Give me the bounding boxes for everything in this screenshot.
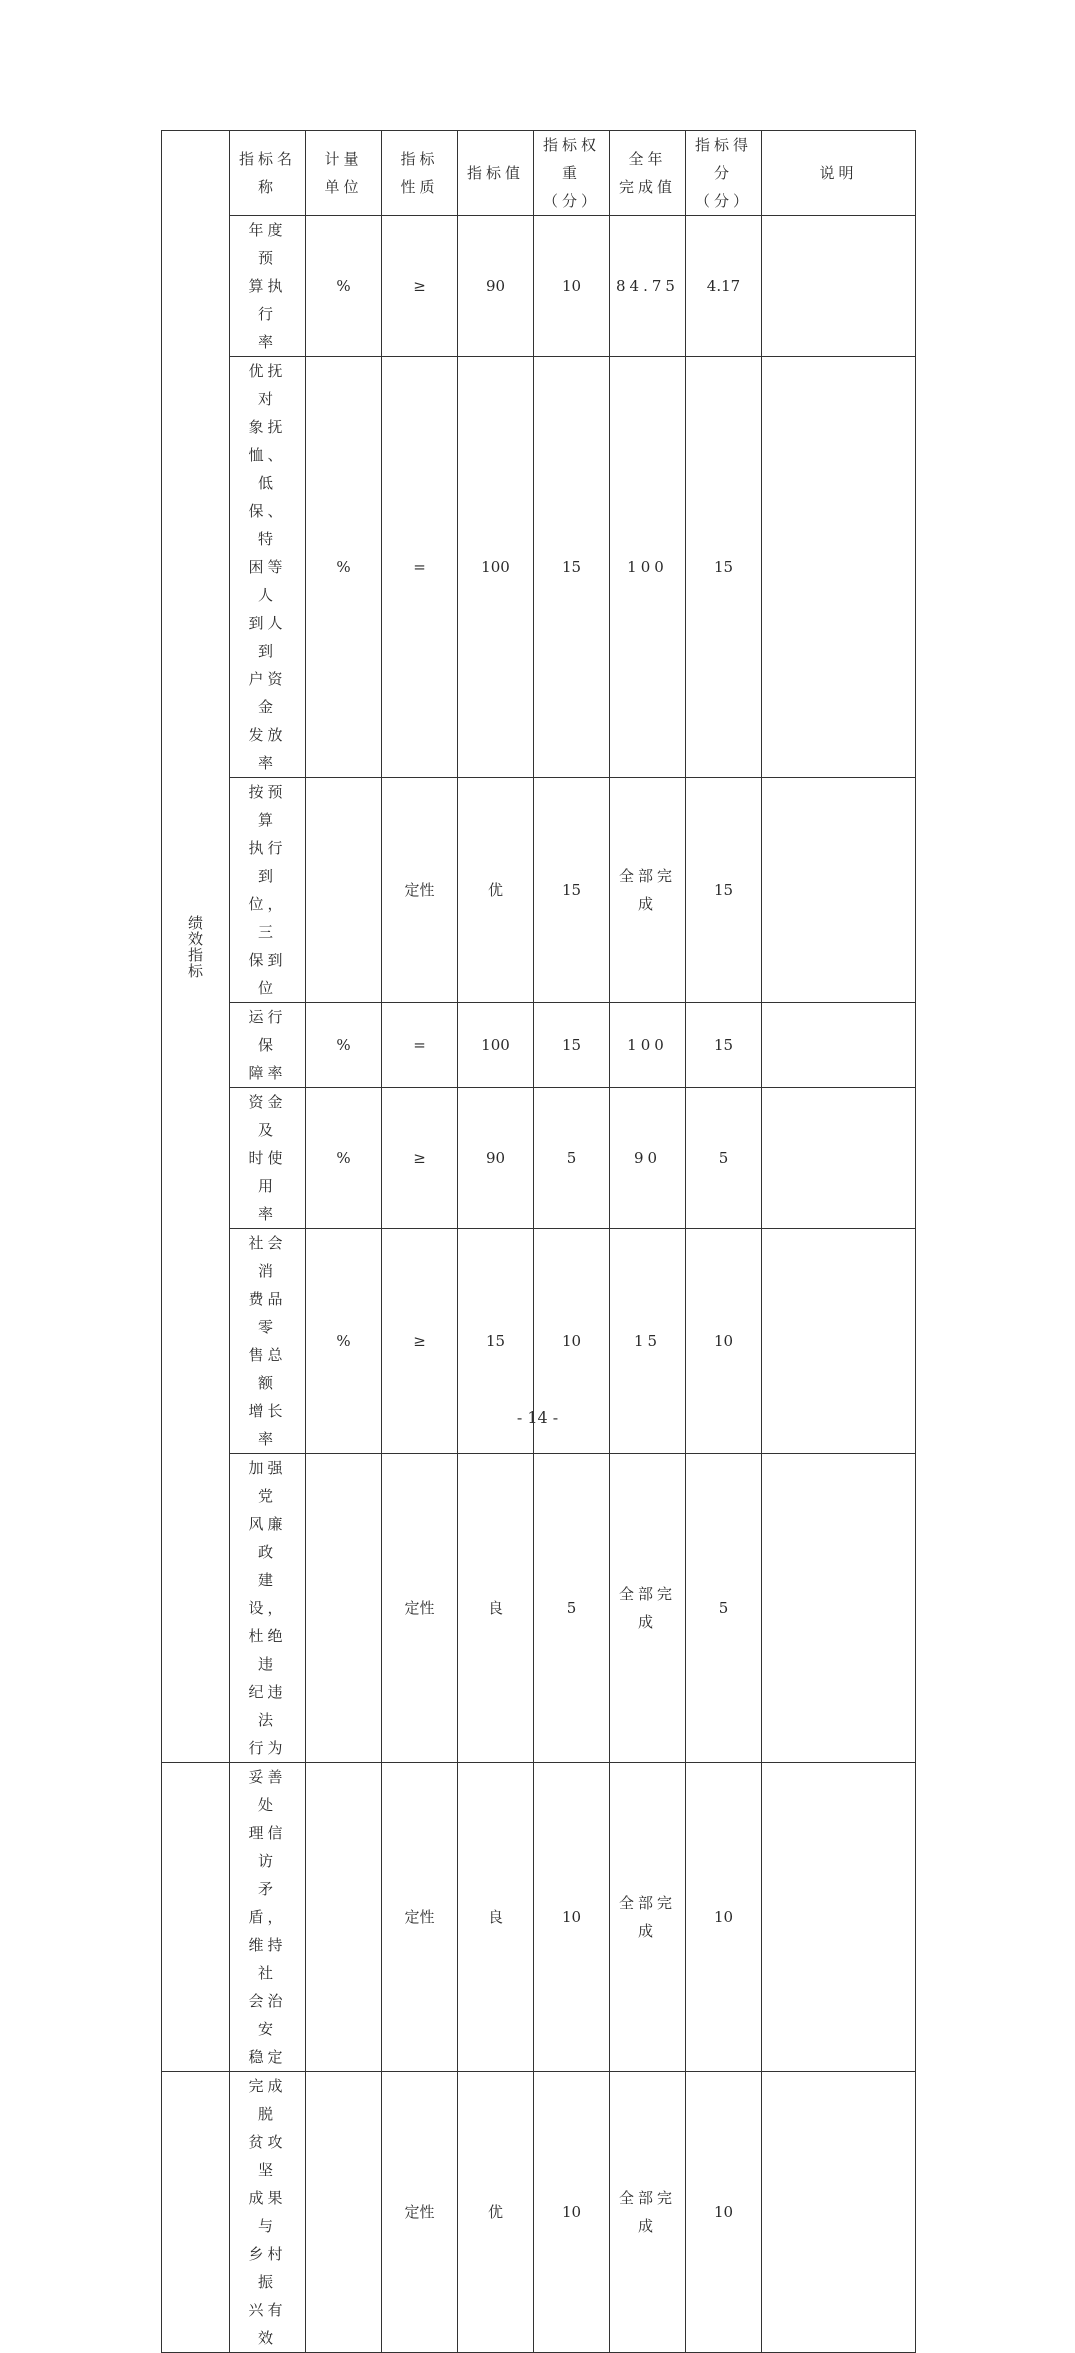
table-row	[162, 1454, 916, 1763]
cell-weight: 10	[534, 216, 610, 357]
text-line: 指标权	[542, 136, 600, 154]
cell-note	[762, 1763, 916, 2072]
header-unit	[306, 131, 382, 216]
text-line: 保、特	[248, 502, 287, 548]
text-line: 到人到	[248, 614, 287, 660]
cell-completed	[610, 1003, 686, 1088]
text-line: 乡村振	[248, 2245, 287, 2291]
text-line: 成	[637, 2217, 657, 2235]
text-line: 运行保	[248, 1008, 287, 1054]
table-row	[162, 1003, 916, 1088]
text-line: 兴有效	[248, 2301, 287, 2347]
cell-nature: ≥	[382, 216, 458, 357]
text-line: 指标	[400, 150, 439, 168]
text-line: 建设，	[248, 1571, 287, 1617]
text-line: 重	[561, 164, 581, 182]
table-row	[162, 1763, 916, 2072]
header-name	[230, 131, 306, 216]
cell-weight: 5	[534, 1454, 610, 1763]
text-line: 矛盾，	[248, 1880, 287, 1926]
header-value	[458, 131, 534, 216]
text-line: 100	[627, 1036, 668, 1054]
cell-score: 4.17	[686, 216, 762, 357]
text-line: 计量	[324, 150, 363, 168]
cell-completed	[610, 778, 686, 1003]
cell-weight: 10	[534, 1229, 610, 1454]
text-line: （分）	[542, 192, 600, 210]
cell-completed	[610, 216, 686, 357]
cell-unit	[306, 1763, 382, 2072]
text-line: 发放率	[248, 726, 287, 772]
cell-completed	[610, 1454, 686, 1763]
text-line: 困等人	[248, 558, 287, 604]
text-line: 全部完	[618, 867, 676, 885]
text-line: 指标名	[238, 150, 296, 168]
cell-score: 10	[686, 1229, 762, 1454]
text-line: 障率	[248, 1064, 287, 1082]
text-line: 社会消	[248, 1234, 287, 1280]
text-line: 妥善处	[248, 1768, 287, 1814]
cell-note	[762, 2072, 916, 2353]
category-label: 绩效指标	[187, 913, 203, 980]
cell-nature: 定性	[382, 1763, 458, 2072]
cell-value: 100	[458, 1003, 534, 1088]
text-line: 指标值	[466, 164, 524, 182]
text-line: 理信访	[248, 1824, 287, 1870]
cell-weight: 5	[534, 1088, 610, 1229]
cell-note	[762, 1088, 916, 1229]
text-line: 年度预	[248, 221, 287, 267]
cell-nature: ≥	[382, 1229, 458, 1454]
text-line: 时使用	[248, 1149, 287, 1195]
category-cell-empty	[162, 1763, 230, 2072]
cell-name	[230, 216, 306, 357]
text-line: 成	[637, 1922, 657, 1940]
text-line: 执行到	[248, 839, 287, 885]
text-line: 保到位	[248, 951, 287, 997]
cell-nature: ≥	[382, 1088, 458, 1229]
text-line: 费品零	[248, 1290, 287, 1336]
text-line: 15	[633, 1332, 662, 1350]
cell-completed	[610, 357, 686, 778]
cell-score: 15	[686, 778, 762, 1003]
cell-nature: 定性	[382, 1454, 458, 1763]
text-line: 维持社	[248, 1936, 287, 1982]
text-line: 象抚	[248, 418, 287, 436]
cell-name	[230, 1003, 306, 1088]
header-nature	[382, 131, 458, 216]
cell-score: 10	[686, 2072, 762, 2353]
cell-unit: %	[306, 1088, 382, 1229]
cell-value: 良	[458, 1454, 534, 1763]
cell-score: 5	[686, 1454, 762, 1763]
cell-unit	[306, 2072, 382, 2353]
text-line: 成果与	[248, 2189, 287, 2235]
text-line: 性质	[400, 178, 439, 196]
text-line: 全部完	[618, 2189, 676, 2207]
cell-nature: 定性	[382, 778, 458, 1003]
text-line: 完成脱	[248, 2077, 287, 2123]
text-line: 全部完	[618, 1894, 676, 1912]
header-score	[686, 131, 762, 216]
text-line: 资金及	[248, 1093, 287, 1139]
text-line: 率	[257, 1205, 277, 1223]
text-line: 成	[637, 895, 657, 913]
text-line: 全部完	[618, 1585, 676, 1603]
cell-name	[230, 1088, 306, 1229]
cell-score: 10	[686, 1763, 762, 2072]
table-row	[162, 778, 916, 1003]
cell-unit: %	[306, 1003, 382, 1088]
cell-completed	[610, 2072, 686, 2353]
cell-score: 15	[686, 357, 762, 778]
cell-name	[230, 1763, 306, 2072]
text-line: 稳定	[248, 2048, 287, 2066]
text-line: （分）	[694, 192, 752, 210]
text-line: 杜绝违	[248, 1627, 287, 1673]
category-cell-empty	[162, 2072, 230, 2353]
cell-value: 90	[458, 1088, 534, 1229]
text-line: 成	[637, 1613, 657, 1631]
text-line: 按预算	[248, 783, 287, 829]
cell-unit	[306, 778, 382, 1003]
cell-nature: =	[382, 1003, 458, 1088]
cell-weight: 15	[534, 1003, 610, 1088]
cell-value: 90	[458, 216, 534, 357]
cell-note	[762, 1003, 916, 1088]
cell-weight: 15	[534, 778, 610, 1003]
cell-value: 优	[458, 778, 534, 1003]
text-line: 率	[257, 333, 277, 351]
cell-unit: %	[306, 357, 382, 778]
performance-table	[161, 130, 916, 2353]
text-line: 风廉政	[248, 1515, 287, 1561]
text-line: 恤、低	[248, 446, 287, 492]
cell-value: 良	[458, 1763, 534, 2072]
header-note	[762, 131, 916, 216]
cell-name	[230, 1454, 306, 1763]
cell-note	[762, 357, 916, 778]
cell-completed	[610, 1763, 686, 2072]
cell-unit: %	[306, 1229, 382, 1454]
cell-completed	[610, 1088, 686, 1229]
text-line: 84.75	[616, 277, 679, 295]
text-line: 说明	[819, 164, 858, 182]
cell-name	[230, 778, 306, 1003]
cell-note	[762, 778, 916, 1003]
page-number: - 14 -	[516, 1408, 559, 1427]
category-cell	[162, 131, 230, 1763]
text-line: 户资金	[248, 670, 287, 716]
text-line: 指标得	[694, 136, 752, 154]
text-line: 行为	[248, 1739, 287, 1757]
text-line: 称	[257, 178, 277, 196]
table-row	[162, 216, 916, 357]
text-line: 纪违法	[248, 1683, 287, 1729]
cell-unit: %	[306, 216, 382, 357]
cell-score: 15	[686, 1003, 762, 1088]
text-line: 算执行	[248, 277, 287, 323]
cell-unit	[306, 1454, 382, 1763]
cell-nature: =	[382, 357, 458, 778]
text-line: 售总额	[248, 1346, 287, 1392]
cell-note	[762, 216, 916, 357]
text-line: 增长率	[248, 1402, 287, 1448]
text-line: 100	[627, 558, 668, 576]
text-line: 优抚对	[248, 362, 287, 408]
table-row	[162, 357, 916, 778]
cell-value: 优	[458, 2072, 534, 2353]
text-line: 位，三	[248, 895, 287, 941]
text-line: 全年	[628, 150, 667, 168]
header-row	[162, 131, 916, 216]
table-row	[162, 1088, 916, 1229]
header-weight	[534, 131, 610, 216]
cell-score: 5	[686, 1088, 762, 1229]
text-line: 90	[633, 1149, 662, 1167]
text-line: 完成值	[618, 178, 676, 196]
table-row	[162, 2072, 916, 2353]
text-line: 分	[713, 164, 733, 182]
cell-weight: 10	[534, 2072, 610, 2353]
text-line: 会治安	[248, 1992, 287, 2038]
text-line: 贫攻坚	[248, 2133, 287, 2179]
text-line: 加强党	[248, 1459, 287, 1505]
cell-value: 100	[458, 357, 534, 778]
cell-name	[230, 2072, 306, 2353]
header-completed	[610, 131, 686, 216]
cell-note	[762, 1454, 916, 1763]
cell-name	[230, 357, 306, 778]
cell-nature: 定性	[382, 2072, 458, 2353]
cell-weight: 15	[534, 357, 610, 778]
cell-weight: 10	[534, 1763, 610, 2072]
cell-value: 15	[458, 1229, 534, 1454]
text-line: 单位	[324, 178, 363, 196]
